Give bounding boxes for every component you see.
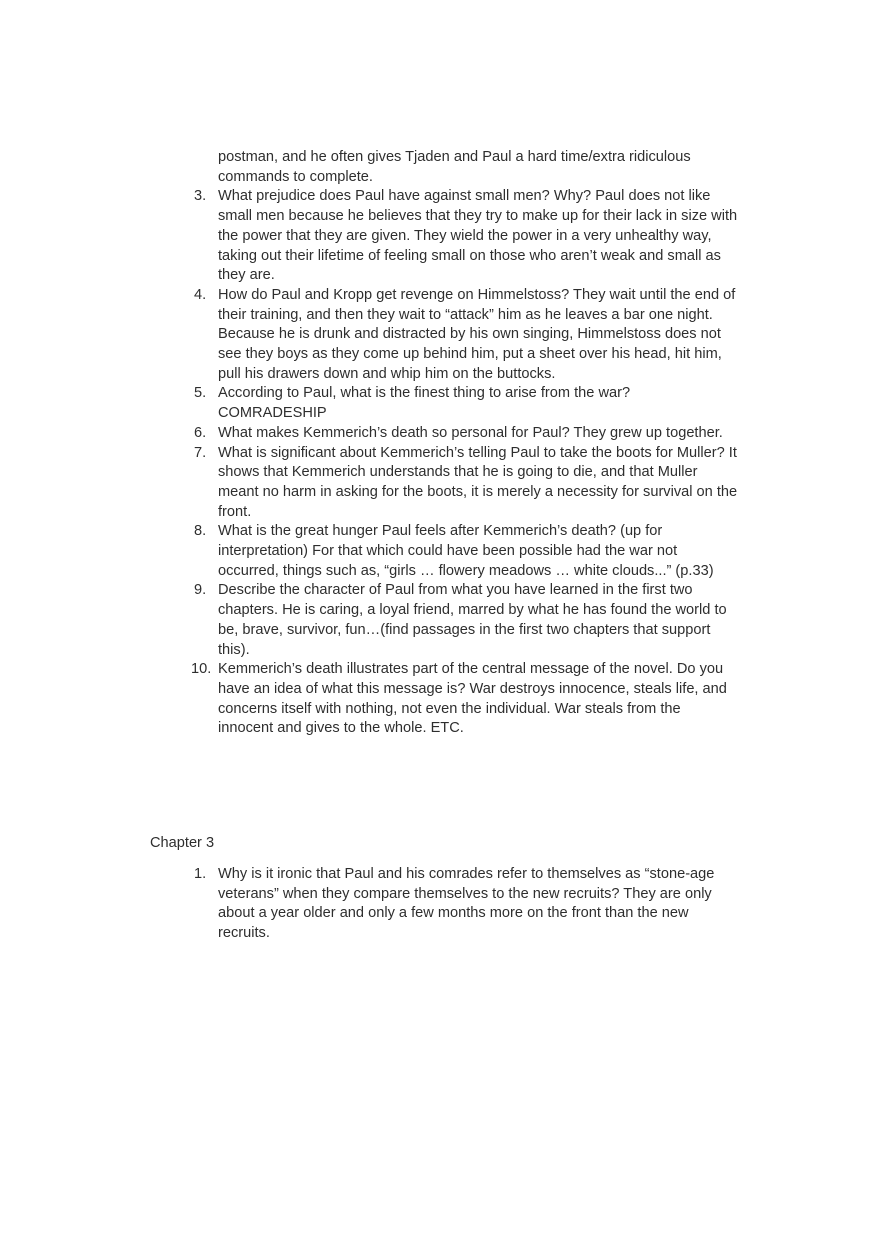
chapter-heading: Chapter 3	[150, 835, 215, 851]
question-item-10	[191, 660, 738, 739]
question-text: What is the great hunger Paul feels after Kemmerich’s death? (up for interpretation) For that which could have been possible had the war not occurred, things such as, “girls … flowery meadows … white clouds...” (p.33)	[218, 523, 714, 579]
question-item-8	[194, 522, 738, 581]
question-number: 3.	[194, 188, 207, 205]
chapter3-question-item-1	[194, 865, 738, 944]
question-text: According to Paul, what is the finest thing to arise from the war? COMRADESHIP	[218, 385, 631, 422]
question-number: 4.	[194, 286, 207, 303]
question-number: 9.	[194, 582, 207, 599]
question-number: 5.	[194, 385, 207, 402]
question-item-3	[194, 187, 738, 286]
question-number: 10.	[191, 661, 212, 678]
continuation-text: postman, and he often gives Tjaden and Paul a hard time/extra ridiculous commands to complete.	[218, 149, 691, 185]
question-number: 1.	[194, 866, 207, 882]
question-text: Why is it ironic that Paul and his comrades refer to themselves as “stone-age veterans” when they compare themselves to the new recruits? They are only about a year older and only a few months more on the front than the new recruits.	[218, 866, 715, 942]
question-text: What makes Kemmerich’s death so personal for Paul? They grew up together.	[218, 424, 723, 441]
question-text: Kemmerich’s death illustrates part of the central message of the novel. Do you have an idea of what this message is? War destroys innocence, steals life, and concerns itself with nothing, not even the individual. War steals from the innocent and gives to the whole. ETC.	[218, 661, 727, 737]
question-item-5	[194, 384, 738, 423]
question-text: Describe the character of Paul from what you have learned in the first two chapters. He is caring, a loyal friend, marred by what he has found the world to be, brave, survivor, fun…(find passages in the first two chapters that support this).	[218, 582, 727, 658]
question-item-4	[194, 286, 738, 385]
chapter2-question-list	[191, 148, 738, 739]
question-item-6	[194, 424, 738, 444]
question-number: 6.	[194, 424, 207, 441]
question-item-7	[194, 444, 738, 523]
question-item-9	[194, 581, 738, 660]
question-number: 7.	[194, 444, 207, 461]
continuation-paragraph	[218, 148, 738, 187]
question-text: What is significant about Kemmerich’s telling Paul to take the boots for Muller? It shows that Kemmerich understands that he is going to die, and that Muller meant no harm in asking for the boots, it is merely a necessity for survival on the front.	[218, 444, 738, 520]
question-number: 8.	[194, 523, 207, 540]
question-text: What prejudice does Paul have against small men? Why? Paul does not like small men because he believes that they try to make up for their lack in size with the power that they are given. They wield the power in a very unhealthy way, taking out their lifetime of feeling small on those who aren’t weak and small as they are.	[218, 188, 738, 284]
question-text: How do Paul and Kropp get revenge on Himmelstoss? They wait until the end of their training, and then they wait to “attack” him as he leaves a bar one night. Because he is drunk and distracted by his own singing, Himmelstoss does not see they boys as they come up behind him, put a sheet over his head, hit him, pull his drawers down and whip him on the buttocks.	[218, 286, 736, 382]
chapter3-question-list	[194, 865, 738, 944]
